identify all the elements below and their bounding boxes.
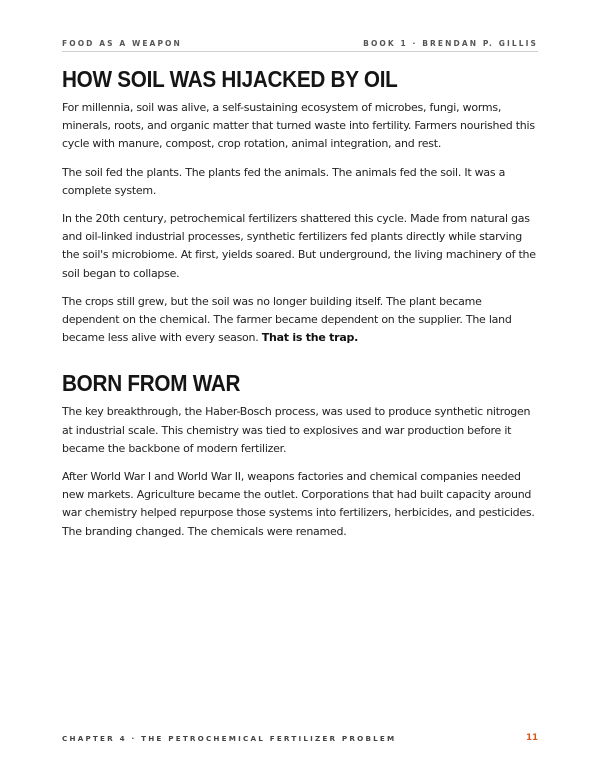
header-book-title: FOOD AS A WEAPON <box>62 38 182 48</box>
page-number: 11 <box>526 733 538 743</box>
paragraph: In the 20th century, petrochemical fertilizers shattered this cycle. Made from natural gas and oil-linked industrial processes, synthetic fertilizers fed plants directly while starving the soil's microbiome. At first, yields soared. But underground, the living machinery of the soil began to collapse. <box>62 212 536 280</box>
section-heading-soil: HOW SOIL WAS HIJACKED BY OIL <box>62 66 398 92</box>
paragraph-trap <box>62 293 540 348</box>
paragraph: For millennia, soil was alive, a self-sustaining ecosystem of microbes, fungi, worms, minerals, roots, and organic matter that turned waste into fertility. Farmers nourished this cycle with manure, compost, crop rotation, animal integration, and rest. <box>62 101 535 151</box>
paragraph: The soil fed the plants. The plants fed the animals. The animals fed the soil. It was a complete system. <box>62 165 506 197</box>
paragraph-text: The crops still grew, but the soil was no longer building itself. The plant became dependent on the chemical. The farmer became dependent on the supplier. The land became less alive with every season. <box>62 294 512 345</box>
running-header <box>62 37 538 49</box>
paragraph: The key breakthrough, the Haber-Bosch process, was used to produce synthetic nitrogen at industrial scale. This chemistry was tied to explosives and war production before it became the backbone of modern fertilizer. <box>62 405 531 455</box>
header-divider <box>62 51 538 52</box>
header-book-author: BOOK 1 · BRENDAN P. GILLIS <box>363 38 538 48</box>
section-heading-war: BORN FROM WAR <box>62 370 241 397</box>
page-footer <box>62 732 538 744</box>
footer-chapter-title: CHAPTER 4 · THE PETROCHEMICAL FERTILIZER PROBLEM <box>62 733 397 743</box>
emphasis-text: That is the trap. <box>261 331 359 345</box>
page-content <box>62 64 540 551</box>
paragraph: After World War I and World War II, weapons factories and chemical companies needed new markets. Agriculture became the outlet. Corporations that had built capacity around war chemistry helped repurpose those systems into fertilizers, herbicides, and pesticides. The branding changed. The chemicals were renamed. <box>62 470 535 538</box>
